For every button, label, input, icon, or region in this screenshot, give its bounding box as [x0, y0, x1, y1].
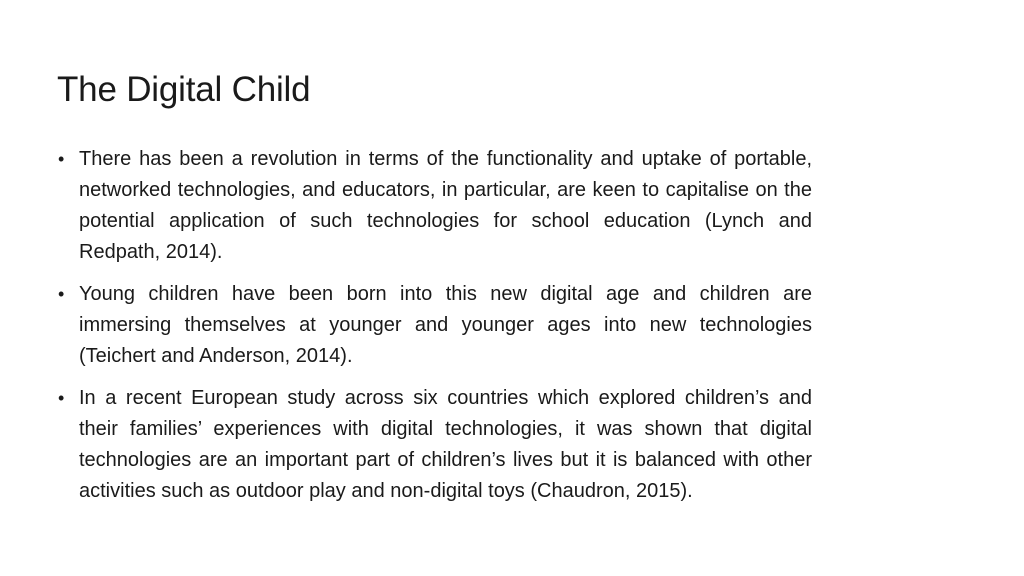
slide-title: The Digital Child: [57, 70, 311, 109]
bullet-text: In a recent European study across six countries which explored children’s and their families’ experiences with digital technologies, it was shown that digital technologies are an important part of children’s lives but it is balanced with other activities such as outdoor play and non-digital toys (Chaudron, 2015).: [79, 387, 812, 502]
bullet-list: [58, 144, 812, 518]
bullet-text: Young children have been born into this new digital age and children are immersing themselves at younger and younger ages into new technologies (Teichert and Anderson, 2014).: [79, 283, 812, 367]
bullet-item: [58, 383, 812, 507]
bullet-icon: •: [58, 388, 65, 408]
bullet-item: [58, 279, 812, 372]
bullet-icon: •: [58, 149, 65, 169]
bullet-icon: •: [58, 284, 65, 304]
bullet-item: [58, 144, 812, 268]
bullet-text: There has been a revolution in terms of the functionality and uptake of portable, networked technologies, and educators, in particular, are keen to capitalise on the potential application of such technologies for school education (Lynch and Redpath, 2014).: [79, 148, 812, 263]
